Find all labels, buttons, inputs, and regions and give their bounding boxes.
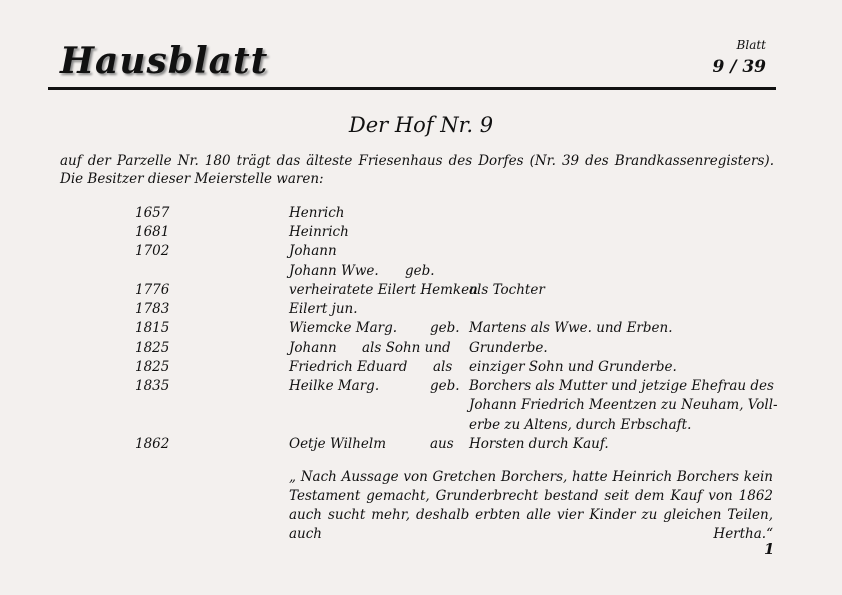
owner-given-name: verheiratete Eilert Hemken — [289, 282, 478, 298]
owner-note: erbe zu Altens, durch Erbschaft. — [469, 417, 692, 433]
owner-year: 1825 — [135, 340, 170, 356]
document-title: Der Hof Nr. 9 — [348, 113, 494, 137]
owner-year: 1835 — [135, 378, 170, 394]
owner-keyword: geb. — [430, 378, 460, 394]
owner-note: Johann Friedrich Meentzen zu Neuham, Voll- — [469, 397, 778, 413]
owner-given-name: Henrich — [289, 205, 345, 221]
owner-keyword: geb. — [430, 320, 460, 336]
owner-year: 1825 — [135, 359, 170, 375]
owner-given-name: Heilke Marg. — [289, 378, 380, 394]
page-number: 1 — [764, 540, 775, 558]
owner-keyword: als — [433, 359, 453, 375]
owner-year: 1862 — [135, 436, 170, 452]
quote-paragraph: „ Nach Aussage von Gretchen Borchers, hatte Heinrich Borchers kein Testament gemacht, Grunderbrecht bestand seit dem Kauf von 1862 auch sucht mehr, deshalb erbten alle vier Kinder zu gleichen Teilen, auch Hertha.“ — [289, 469, 773, 542]
owner-year: 1657 — [135, 205, 170, 221]
owner-given-name: Oetje Wilhelm — [289, 436, 387, 452]
owner-note: als Tochter — [469, 282, 545, 298]
owner-year: 1815 — [135, 320, 170, 336]
owner-year: 1776 — [135, 282, 170, 298]
owner-note: Borchers als Mutter und jetzige Ehefrau des — [469, 378, 774, 394]
owner-note: Martens als Wwe. und Erben. — [469, 320, 673, 336]
owner-given-name: Friedrich Eduard — [289, 359, 408, 375]
owner-given-name: Johann — [289, 340, 337, 356]
owner-note: einziger Sohn und Grunderbe. — [469, 359, 677, 375]
sheet-number: 9 / 39 — [712, 57, 766, 77]
owner-given-name: Eilert jun. — [289, 301, 358, 317]
owner-given-name: Heinrich — [289, 224, 349, 240]
sheet-label: Blatt — [736, 38, 766, 52]
header-title: Hausblatt — [60, 40, 269, 82]
owner-given-name: Wiemcke Marg. — [289, 320, 398, 336]
owner-keyword: als Sohn und — [362, 340, 451, 356]
owner-given-name: Johann — [289, 243, 337, 259]
owner-year: 1702 — [135, 243, 170, 259]
owner-year: 1783 — [135, 301, 170, 317]
owner-year: 1681 — [135, 224, 170, 240]
owner-given-name: Johann Wwe. — [289, 263, 379, 279]
owner-note: Horsten durch Kauf. — [469, 436, 609, 452]
intro-paragraph: auf der Parzelle Nr. 180 trägt das älteste Friesenhaus des Dorfes (Nr. 39 des Brandkassenregisters). Die Besitzer dieser Meierstelle waren: — [60, 153, 774, 187]
header-divider — [48, 87, 776, 90]
owner-keyword: geb. — [405, 263, 435, 279]
owner-note: Grunderbe. — [469, 340, 548, 356]
owner-keyword: aus — [430, 436, 454, 452]
